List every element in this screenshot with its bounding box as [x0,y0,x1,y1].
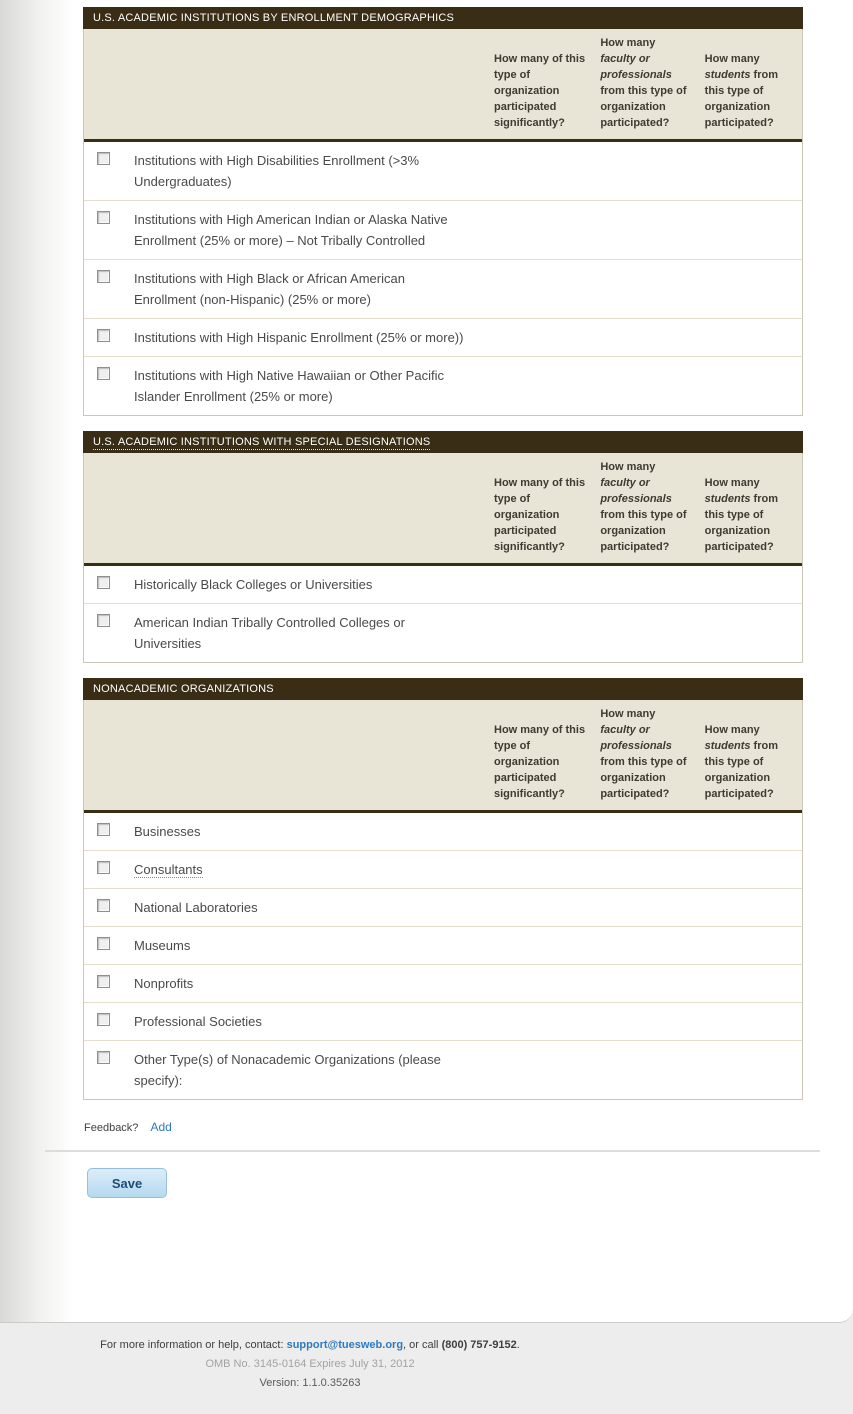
footer [0,1323,853,1414]
section-header-nonacademic-organizations [83,678,803,700]
row-checkbox[interactable] [97,152,110,165]
table-row [84,1041,802,1099]
table-row [84,201,802,260]
column-header-emphasis: students [704,493,751,505]
footer-contact-text: . [516,1339,520,1351]
column-header-text: How many of this type of organization participated significantly? [494,724,586,800]
row-label: Historically Black Colleges or Universities [134,577,373,592]
column-header-row [84,453,802,566]
column-header-participated-significantly [494,51,600,131]
support-email-link[interactable]: support@tuesweb.org [286,1339,404,1351]
column-header-faculty-professionals [600,459,704,555]
divider [45,1150,820,1152]
column-header-text: from this type of organization participated? [704,69,778,129]
table-row [84,319,802,357]
table-row [84,604,802,662]
table-row [84,927,802,965]
row-checkbox[interactable] [97,823,110,836]
column-header-emphasis: faculty or professionals [600,477,672,505]
row-label: American Indian Tribally Controlled Colleges or Universities [134,615,405,651]
row-checkbox[interactable] [97,861,110,874]
column-header-text: from this type of organization participated? [600,756,687,800]
table-row [84,357,802,415]
row-checkbox[interactable] [97,937,110,950]
row-label: Museums [134,938,191,953]
row-label: Businesses [134,824,201,839]
checkbox-cell [84,927,134,964]
row-checkbox[interactable] [97,211,110,224]
table-row [84,566,802,604]
row-checkbox[interactable] [97,614,110,627]
row-label: Other Type(s) of Nonacademic Organizations (please specify): [134,1052,441,1088]
checkbox-cell [84,604,134,662]
table-enrollment-demographics [83,7,803,416]
checkbox-cell [84,813,134,850]
column-header-text: How many of this type of organization participated significantly? [494,53,586,129]
column-header-emphasis: faculty or professionals [600,724,672,752]
section-title[interactable]: U.S. ACADEMIC INSTITUTIONS WITH SPECIAL DESIGNATIONS [93,436,431,448]
column-header-text: from this type of organization participated? [704,493,778,553]
column-header-text: from this type of organization participated? [704,740,778,800]
row-label: Institutions with High American Indian or Alaska Native Enrollment (25% or more) – Not Tribally Controlled [134,212,448,248]
row-checkbox[interactable] [97,975,110,988]
table-row [84,851,802,889]
table-row [84,260,802,319]
footer-contact-text: For more information or help, contact: [100,1339,287,1351]
feedback-add-link[interactable]: Add [150,1120,172,1134]
column-header-text: How many [704,477,760,489]
checkbox-cell [84,142,134,200]
checkbox-cell [84,201,134,259]
column-header-students [705,722,802,802]
table-nonacademic-organizations [83,678,803,1100]
footer-contact-line [0,1339,620,1351]
column-header-text: How many [600,461,656,473]
column-header-text: How many [704,53,760,65]
footer-content [0,1339,620,1389]
row-label: Institutions with High Disabilities Enrollment (>3% Undergraduates) [134,153,420,189]
version-number: Version: 1.1.0.35263 [259,1377,361,1389]
checkbox-cell [84,357,134,415]
table-row [84,965,802,1003]
column-header-faculty-professionals [600,706,704,802]
save-button[interactable]: Save [87,1168,167,1198]
checkbox-cell [84,965,134,1002]
table-row [84,889,802,927]
row-checkbox[interactable] [97,367,110,380]
omb-number: OMB No. 3145-0164 Expires July 31, 2012 [205,1358,415,1370]
feedback-row [84,1120,853,1134]
column-header-students [705,475,802,555]
checkbox-cell [84,319,134,356]
row-label: National Laboratories [134,900,258,915]
checkbox-cell [84,566,134,603]
column-header-emphasis: students [704,740,751,752]
row-label: Professional Societies [134,1014,262,1029]
column-header-participated-significantly [494,722,600,802]
feedback-label: Feedback? [84,1122,139,1134]
column-header-text: How many of this type of organization participated significantly? [494,477,586,553]
footer-contact-text: , or call [403,1339,442,1351]
row-checkbox[interactable] [97,1051,110,1064]
row-label-tooltip-term[interactable]: Consultants [134,862,203,877]
support-phone: (800) 757-9152 [441,1339,517,1351]
section-header-enrollment-demographics [83,7,803,29]
table-row [84,142,802,201]
column-header-row [84,700,802,813]
checkbox-cell [84,889,134,926]
column-header-participated-significantly [494,475,600,555]
row-checkbox[interactable] [97,899,110,912]
column-header-text: from this type of organization participated? [600,85,687,129]
column-header-students [705,51,802,131]
row-checkbox[interactable] [97,270,110,283]
checkbox-cell [84,1003,134,1040]
column-header-emphasis: students [704,69,751,81]
row-checkbox[interactable] [97,576,110,589]
section-title: U.S. ACADEMIC INSTITUTIONS BY ENROLLMENT DEMOGRAPHICS [93,12,455,24]
table-special-designations [83,431,803,663]
column-header-text: How many [704,724,760,736]
column-header-faculty-professionals [600,35,704,131]
table-row [84,1003,802,1041]
row-label: Institutions with High Black or African American Enrollment (non-Hispanic) (25% or more) [134,271,405,307]
checkbox-cell [84,1041,134,1099]
row-label: Nonprofits [134,976,194,991]
column-header-text: from this type of organization participated? [600,509,687,553]
row-checkbox[interactable] [97,329,110,342]
checkbox-cell [84,851,134,888]
column-header-text: How many [600,708,656,720]
section-header-special-designations [83,431,803,453]
row-label[interactable] [134,851,469,888]
row-checkbox[interactable] [97,1013,110,1026]
column-header-emphasis: faculty or professionals [600,53,672,81]
row-label: Institutions with High Hispanic Enrollment (25% or more)) [134,330,464,345]
checkbox-cell [84,260,134,318]
column-header-row [84,29,802,142]
column-header-text: How many [600,37,656,49]
section-title: NONACADEMIC ORGANIZATIONS [93,683,274,695]
row-label: Institutions with High Native Hawaiian or Other Pacific Islander Enrollment (25% or more) [134,368,444,404]
table-row [84,813,802,851]
